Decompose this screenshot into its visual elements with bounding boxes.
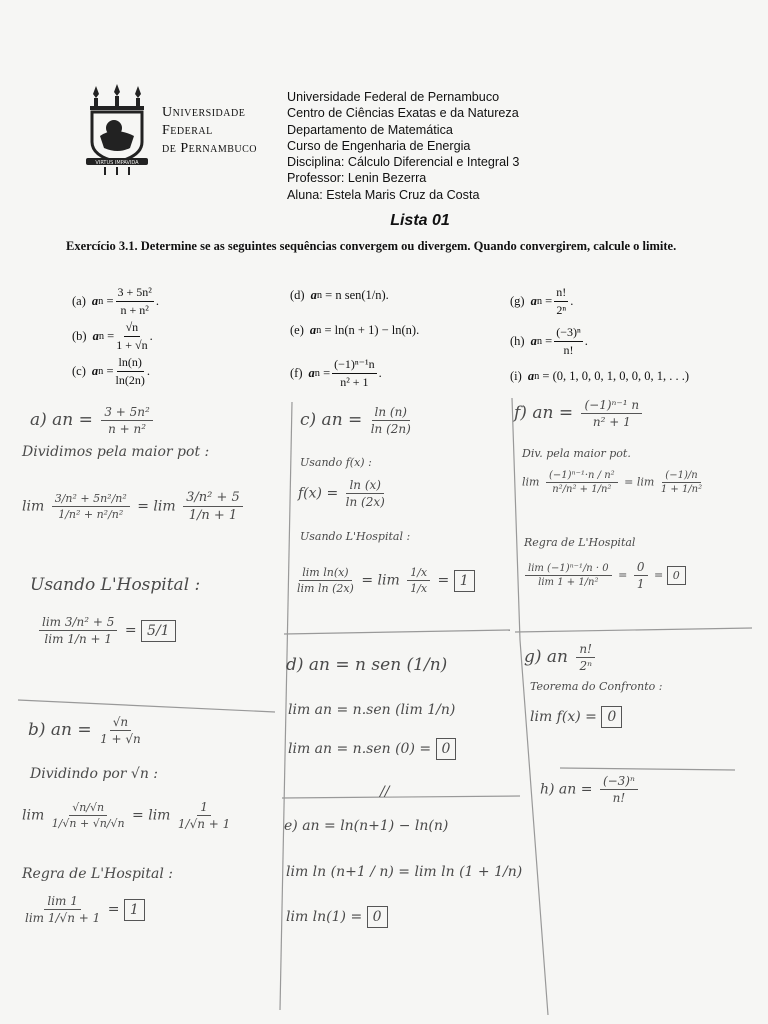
answer-box: 0 bbox=[601, 706, 622, 728]
hw-a-hospital: Usando L'Hospital : bbox=[30, 575, 201, 595]
hw-f-divide: Div. pela maior pot. bbox=[522, 447, 631, 460]
hw-g-theorem: Teorema do Confronto : bbox=[530, 680, 663, 693]
info-line: Universidade Federal de Pernambuco bbox=[287, 90, 500, 104]
university-name-line: Universidade bbox=[162, 105, 246, 120]
answer-box: 5/1 bbox=[141, 620, 176, 642]
hw-b-head: b) an = $\frac{√n}{1 + √n}$ bbox=[28, 715, 141, 746]
hw-d-line2: lim an = n.sen (0) = 0 bbox=[288, 738, 456, 760]
hw-b-lim: lim $\frac{√n/√n}{1/√n + √n/√n}$ = lim $\frac{1}{1/√n + 1}$ bbox=[22, 800, 231, 831]
hw-c-head: c) an = $\frac{\ln (n)}{\ln (2n)}$ bbox=[300, 405, 411, 436]
problem-e: (e) a n = ln(n + 1) − ln(n). bbox=[290, 323, 420, 337]
exercise-label: Exercício 3.1. bbox=[66, 239, 138, 253]
exercise-text: Determine se as seguintes sequências convergem ou divergem. Quando convergirem, calcule o limite. bbox=[140, 239, 677, 253]
hw-b-hospital: Regra de L'Hospital : bbox=[22, 866, 173, 882]
answer-box: 1 bbox=[454, 570, 475, 592]
info-line: Aluna: Estela Maris Cruz da Costa bbox=[287, 187, 480, 202]
info-line: Professor: Lenin Bezerra bbox=[287, 171, 427, 186]
hw-h-head: h) an = $\frac{\text{(−3)ⁿ}}{n!}$ bbox=[540, 774, 641, 805]
hw-g-lim: lim f(x) = 0 bbox=[530, 706, 622, 728]
hw-c-fx: f(x) = $\frac{\ln (x)}{\ln (2x)}$ bbox=[298, 478, 385, 509]
row-divider bbox=[284, 630, 510, 634]
hw-c-use: Usando f(x) : bbox=[300, 456, 372, 469]
answer-box: 1 bbox=[124, 899, 145, 921]
hw-a-result: $\frac{\text{lim 3/n² + 5}}{\lim 1/n + 1}$ = 5/1 bbox=[36, 615, 176, 646]
row-divider bbox=[282, 796, 520, 798]
answer-box: 0 bbox=[367, 906, 388, 928]
university-name-line: Federal bbox=[162, 123, 213, 138]
problem-d: (d) a n = n sen(1/n). bbox=[290, 288, 389, 302]
hw-b-result: $\frac{\lim 1}{\lim 1/√n + 1}$ = 1 bbox=[22, 894, 145, 925]
row-divider bbox=[560, 768, 735, 770]
hw-c-hospital: Usando L'Hospital : bbox=[300, 530, 411, 543]
hw-e-head: e) an = ln(n+1) − ln(n) bbox=[284, 818, 449, 834]
problem-label: (a) bbox=[72, 294, 86, 308]
problem-i: (i) a n = (0, 1, 0, 0, 1, 0, 0, 0, 1, . . .) bbox=[510, 369, 690, 383]
hw-g-head: g) an $\frac{n!}{\text{2ⁿ}}$ bbox=[524, 642, 598, 673]
hw-d-head: d) an = n sen (1/n) bbox=[286, 655, 448, 675]
hw-f-head: f) an = $\frac{\text{(−1)ⁿ⁻¹ n}}{\text{n² + 1}}$ bbox=[514, 398, 645, 429]
hw-c-lim: $\frac{\text{lim ln(x)}}{\text{lim ln (2x)}}$ = lim $\frac{1/x}{1/x}$ = 1 bbox=[294, 566, 475, 595]
problem-a: (a) a n = $\frac{\text{3 + 5n²}}{\text{n + n²}}$ . bbox=[72, 285, 160, 317]
page-title: Lista 01 bbox=[390, 212, 450, 229]
hw-e-line1: lim ln (n+1 / n) = lim ln (1 + 1/n) bbox=[286, 864, 523, 880]
crest-motto: VIRTUS IMPAVIDA bbox=[95, 160, 139, 166]
problem-h: (h) a n = $\frac{\text{(−3)ⁿ}}{n!}$ . bbox=[510, 325, 588, 357]
info-line: Disciplina: Cálculo Diferencial e Integral 3 bbox=[287, 155, 520, 170]
hw-separator: // bbox=[380, 784, 390, 800]
hw-a-head: a) an = $\frac{\text{3 + 5n²}}{\text{n + n²}}$ bbox=[30, 405, 156, 436]
hw-f-hospital: Regra de L'Hospital bbox=[524, 536, 636, 549]
hw-a-divide: Dividimos pela maior pot : bbox=[22, 444, 210, 460]
hw-e-line2: lim ln(1) = 0 bbox=[286, 906, 388, 928]
row-divider bbox=[18, 700, 275, 712]
info-line: Curso de Engenharia de Energia bbox=[287, 138, 471, 153]
hw-b-divide: Dividindo por √n : bbox=[30, 766, 159, 782]
problem-g: (g) a n = $\frac{n!}{\text{2ⁿ}}$ . bbox=[510, 285, 574, 317]
problem-f: (f) a n = $\frac{\text{(−1)ⁿ⁻¹n}}{\text{n² + 1}}$ . bbox=[290, 357, 382, 389]
problem-b: (b) a n = $\frac{√n}{1 + √n}$ . bbox=[72, 320, 153, 352]
problem-c: (c) a n = $\frac{\ln(n)}{\ln(2n)}$ . bbox=[72, 355, 150, 387]
row-divider bbox=[515, 628, 752, 632]
info-line: Centro de Ciências Exatas e da Natureza bbox=[287, 106, 519, 121]
answer-box: 0 bbox=[436, 738, 457, 760]
university-name-line: de Pernambuco bbox=[162, 141, 258, 156]
hw-f-lim: lim $\frac{\text{(−1)ⁿ⁻¹·n / n²}}{\text{n²/n² + 1/n²}}$ = lim $\frac{(-1)/n}{\text{1 + 1/n²}}$ bbox=[522, 470, 703, 495]
hw-d-line1: lim an = n.sen (lim 1/n) bbox=[288, 702, 456, 718]
hw-a-lim: lim $\frac{\text{3/n² + 5n²/n²}}{\text{1/n² + n²/n²}}$ = lim $\frac{\text{3/n² + 5}}{1/n + 1}$ bbox=[22, 490, 246, 523]
info-line: Departamento de Matemática bbox=[287, 122, 453, 137]
hw-f-result: $\frac{\text{lim (−1)ⁿ⁻¹/n · 0}}{\text{lim 1 + 1/n²}}$ = $\frac{0}{1}$ = 0 bbox=[522, 560, 686, 591]
answer-box: 0 bbox=[667, 566, 686, 585]
